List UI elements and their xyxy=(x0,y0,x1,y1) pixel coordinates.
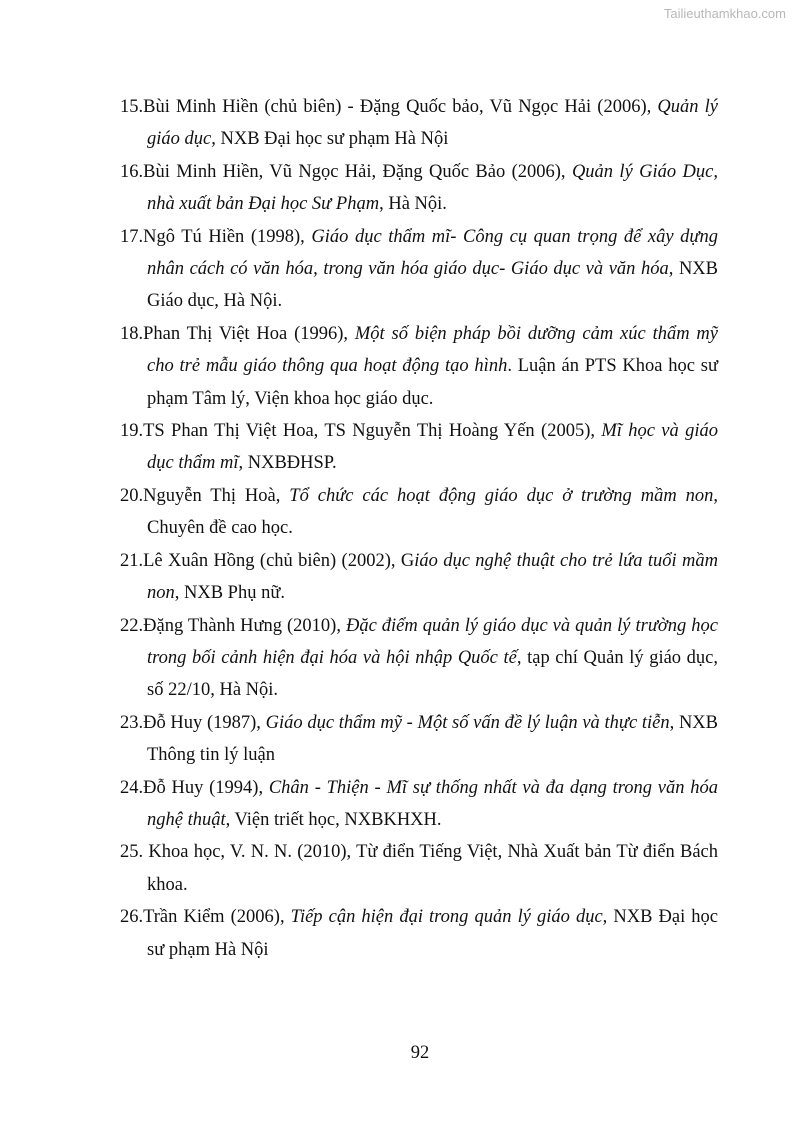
reference-text: Phan Thị Việt Hoa (1996), xyxy=(143,323,355,344)
watermark: Tailieuthamkhao.com xyxy=(663,6,786,21)
reference-title: Tiếp cận hiện đại trong quản lý giáo dục xyxy=(290,907,603,928)
reference-number: 24. xyxy=(120,777,144,798)
reference-text: Đặng Thành Hưng (2010), xyxy=(143,615,346,636)
reference-text: Lê Xuân Hồng (chủ biên) (2002), G xyxy=(143,550,415,571)
reference-item xyxy=(120,707,718,772)
reference-number: 18. xyxy=(120,323,144,344)
reference-item xyxy=(120,415,718,480)
reference-number: 22. xyxy=(120,615,144,636)
reference-text: , Viện triết học, NXBKHXH. xyxy=(225,809,442,830)
reference-text: , NXB Thông tin lý luận xyxy=(147,712,719,766)
reference-list xyxy=(120,91,718,966)
reference-title: iáo dục nghệ thuật cho trẻ lứa tuổi mầm non xyxy=(147,550,718,604)
reference-text: , NXBĐHSP. xyxy=(238,453,337,474)
reference-item xyxy=(120,480,718,545)
reference-item xyxy=(120,318,718,415)
page-number: 92 xyxy=(410,1043,430,1063)
reference-item xyxy=(120,156,718,221)
reference-item xyxy=(120,901,718,966)
reference-item xyxy=(120,610,718,707)
reference-number: 17. xyxy=(120,226,144,247)
reference-text: Bùi Minh Hiền (chủ biên) - Đặng Quốc bảo, Vũ Ngọc Hải (2006), xyxy=(143,97,658,117)
reference-text: , Hà Nội. xyxy=(379,194,447,215)
reference-text: , NXB Giáo dục, Hà Nội. xyxy=(147,259,719,312)
reference-number: 16. xyxy=(120,161,144,182)
reference-number: 23. xyxy=(120,712,144,733)
reference-number: 19. xyxy=(120,421,144,442)
reference-text: Trần Kiểm (2006), xyxy=(143,907,291,928)
reference-text: Khoa học, V. N. N. (2010), Từ điển Tiếng Việt, Nhà Xuất bản Từ điển Bách khoa. xyxy=(147,842,719,895)
reference-text: , NXB Phụ nữ. xyxy=(174,583,286,604)
reference-item xyxy=(120,836,718,901)
reference-item xyxy=(120,221,718,318)
reference-number: 26. xyxy=(120,907,144,928)
reference-text: . Luận án PTS Khoa học sư phạm Tâm lý, Viện khoa học giáo dục. xyxy=(147,356,718,409)
reference-title: Giáo dục thẩm mỹ - Một số vấn đề lý luận và thực tiễn xyxy=(265,712,670,733)
reference-title: Quản lý Giáo Dục, nhà xuất bản Đại học Sư Phạm xyxy=(147,161,718,215)
reference-text: Bùi Minh Hiền, Vũ Ngọc Hải, Đặng Quốc Bảo (2006), xyxy=(143,161,572,182)
reference-text: , NXB Đại học sư phạm Hà Nội xyxy=(147,907,718,960)
reference-text: , NXB Đại học sư phạm Hà Nội xyxy=(211,129,449,150)
reference-number: 20. xyxy=(120,485,144,506)
reference-number: 25. xyxy=(120,842,149,863)
reference-text: , tạp chí Quản lý giáo dục, số 22/10, Hà Nội. xyxy=(147,647,718,701)
reference-title: Quản lý giáo dục xyxy=(147,97,719,150)
reference-text: Đỗ Huy (1987), xyxy=(143,712,266,733)
reference-item xyxy=(120,91,718,156)
reference-item xyxy=(120,545,718,610)
reference-text: , Chuyên đề cao học. xyxy=(147,485,718,539)
reference-text: Ngô Tú Hiền (1998), xyxy=(143,226,312,247)
reference-title: Đặc điểm quản lý giáo dục và quản lý trường học trong bối cảnh hiện đại hóa và hội nhập Quốc tế xyxy=(147,615,718,668)
reference-number: 15. xyxy=(120,97,144,117)
reference-title: Tổ chức các hoạt động giáo dục ở trường mầm non xyxy=(289,485,714,506)
reference-text: Nguyễn Thị Hoà, xyxy=(143,485,290,506)
reference-text: TS Phan Thị Việt Hoa, TS Nguyễn Thị Hoàng Yến (2005), xyxy=(143,421,602,442)
reference-title: Chân - Thiện - Mĩ sự thống nhất và đa dạng trong văn hóa nghệ thuật xyxy=(147,777,719,830)
reference-title: Mĩ học và giáo dục thẩm mĩ xyxy=(147,421,718,474)
reference-title: Giáo dục thẩm mĩ- Công cụ quan trọng để xây dựng nhân cách có văn hóa, trong văn hóa giáo dục- Giáo dục và văn hóa xyxy=(147,226,718,280)
reference-title: Một số biện pháp bồi dưỡng cảm xúc thẩm mỹ cho trẻ mẫu giáo thông qua hoạt động tạo hình xyxy=(147,323,718,377)
reference-item xyxy=(120,772,718,837)
reference-text: Đỗ Huy (1994), xyxy=(143,777,269,798)
reference-number: 21. xyxy=(120,550,144,571)
